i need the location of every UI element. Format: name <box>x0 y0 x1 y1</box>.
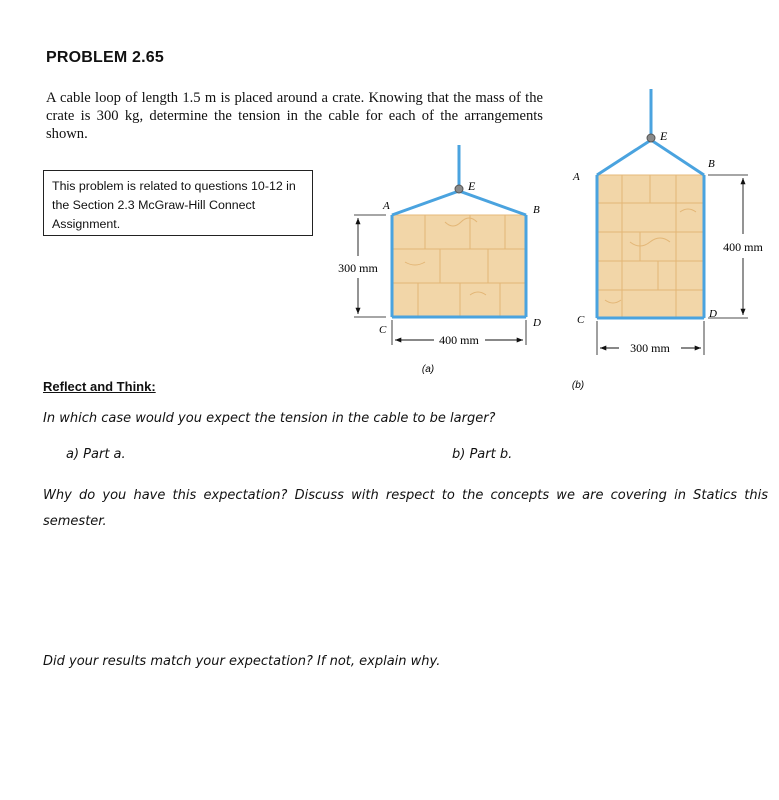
hook-b <box>647 134 655 142</box>
label-a-D: D <box>533 317 541 329</box>
label-a-A: A <box>383 200 390 212</box>
question-why: Why do you have this expectation? Discuss with respect to the concepts we are covering in Statics this semester. <box>43 488 768 529</box>
dim-a-width-label: 400 mm <box>439 333 479 347</box>
figure-b <box>572 89 764 391</box>
question-results-match: Did your results match your expectation? If not, explain why. <box>43 654 441 669</box>
label-b-E: E <box>660 129 668 143</box>
dim-b-width-label: 300 mm <box>630 341 670 355</box>
problem-title: PROBLEM 2.65 <box>46 49 164 66</box>
label-b-C: C <box>577 314 585 326</box>
label-a-C: C <box>379 324 387 336</box>
label-b-D: D <box>709 308 717 320</box>
question-expectation: In which case would you expect the tension in the cable to be larger? <box>43 411 496 426</box>
reflect-heading: Reflect and Think: <box>43 379 156 394</box>
option-part-b: b) Part b. <box>452 447 513 462</box>
dimension-a-width <box>392 320 526 347</box>
option-part-a: a) Part a. <box>66 447 126 462</box>
dim-b-height-label: 400 mm <box>723 240 763 254</box>
label-b-B: B <box>708 158 715 170</box>
caption-a: (a) <box>421 364 435 375</box>
related-questions-note: This problem is related to questions 10-12 in the Section 2.3 McGraw-Hill Connect Assignment. <box>43 170 313 236</box>
caption-b: (b) <box>571 380 585 391</box>
label-a-B: B <box>533 204 540 216</box>
problem-statement: A cable loop of length 1.5 m is placed around a crate. Knowing that the mass of the crate is 300 kg, determine the tension in the cable for each of the arrangements shown. <box>46 90 543 142</box>
hook-a <box>455 185 463 193</box>
dimension-b-height <box>708 175 763 318</box>
label-b-A: A <box>573 171 580 183</box>
crate-a <box>392 215 526 317</box>
dimension-b-width <box>597 321 704 355</box>
label-a-E: E <box>468 179 476 193</box>
dim-a-height-label: 300 mm <box>338 261 378 275</box>
figure-a <box>338 145 541 375</box>
dimension-a-height <box>338 215 386 317</box>
